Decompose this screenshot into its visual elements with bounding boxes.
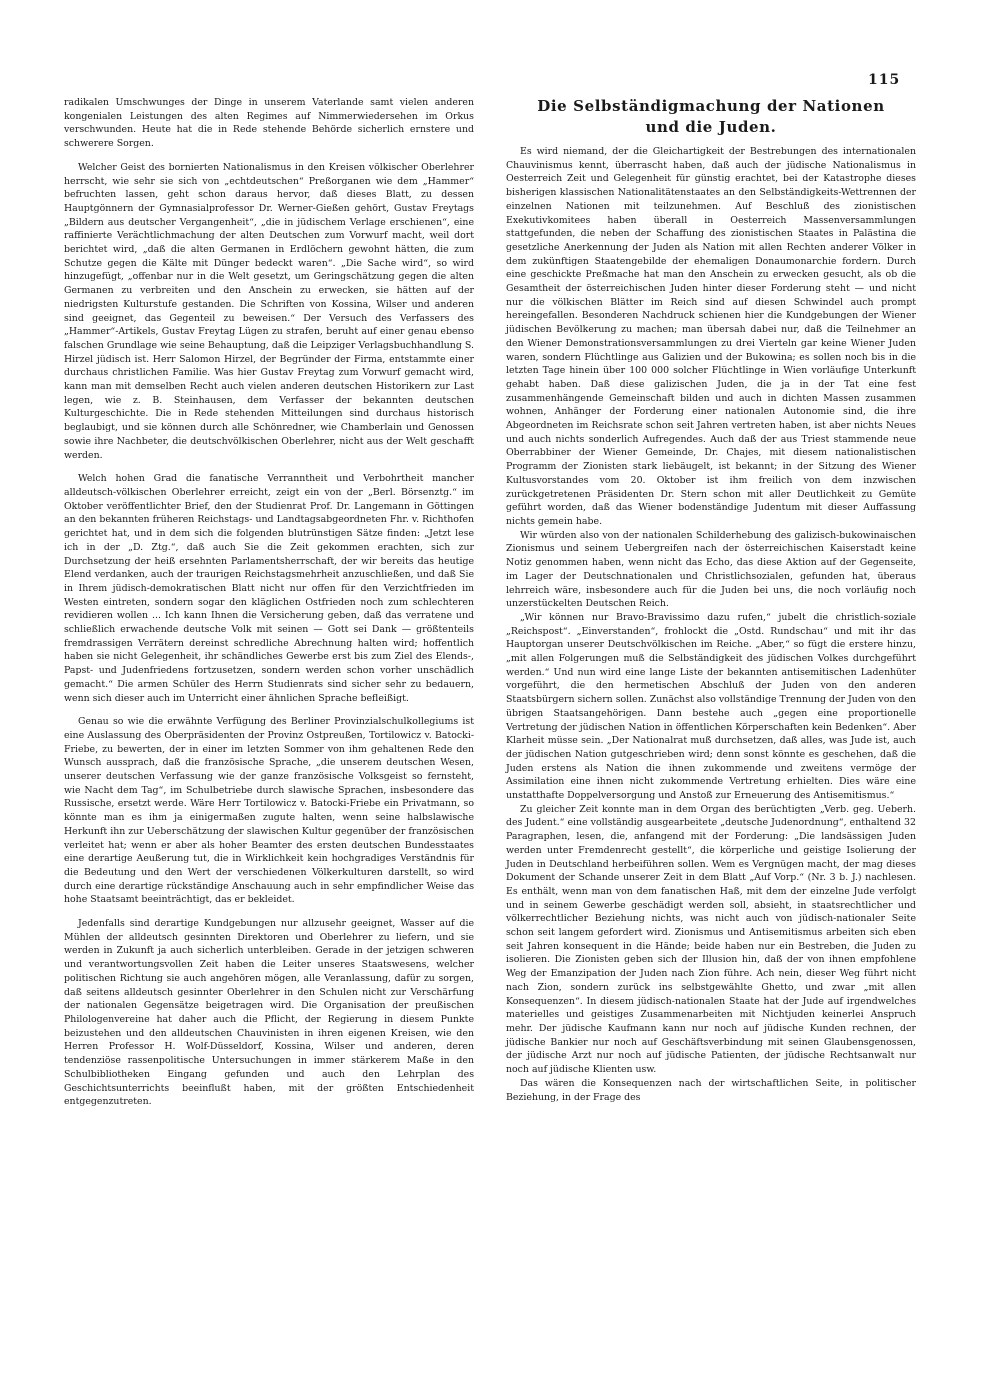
article-title-line: und die Juden. [645,118,777,136]
right-column [506,96,916,1104]
paragraph: Das wären die Konsequenzen nach der wirtschaftlichen Seite, in politischer Beziehung, in der Frage des [506,1077,916,1103]
paragraph: Welcher Geist des bornierten Nationalismus in den Kreisen völkischer Oberlehrer herrscht, wie sehr sie sich von „echtdeutschen“ Preßorganen wie dem „Hammer“ befruchten lassen, geht schon daraus hervor, daß dieses Blatt, zu dessen Hauptgönnern der Gymnasialprofessor Dr. Werner-Gießen gehört, Gustav Freytags „Bildern aus deutscher Vergangenheit“, „die in jüdischem Verlage erschienen“, eine raffinierte Verächtlichmachung der alten Deutschen zum Vorwurf macht, weil dort berichtet wird, „daß die alten Germanen in Erdlöchern gewohnt hätten, die zum Schutze gegen die Kälte mit Dünger bedeckt waren“. „Die Sache wird“, so wird hinzugefügt, „offenbar nur in die Welt gesetzt, um Geringschätzung gegen die alten Germanen zu verbreiten und den Anschein zu erwecken, sie hätten auf der niedrigsten Kulturstufe gestanden. Die Schriften von Kossina, Wilser und anderen sind geeignet, das Gegenteil zu beweisen.“ Der Versuch des Verfassers des „Hammer“-Artikels, Gustav Freytag Lügen zu strafen, beruht auf einer genau ebenso falschen Grundlage wie seine Behauptung, daß die Leipziger Verlagsbuchhandlung S. Hirzel jüdisch ist. Herr Salomon Hirzel, der Begründer der Firma, entstammte einer durchaus christlichen Familie. Was hier Gustav Freytag zum Vorwurf gemacht wird, kann man mit demselben Recht auch vielen anderen deutschen Historikern zur Last legen, wie z. B. Steinhausen, dem Verfasser der bekannten deutschen Kulturgeschichte. Die in Rede stehenden Mitteilungen sind durchaus historisch beglaubigt, und sie können durch alle Schönredner, wie Chamberlain und Genossen sowie ihre Nachbeter, die deutschvölkischen Oberlehrer, nicht aus der Welt geschafft werden. [64,161,474,461]
paragraph: „Wir können nur Bravo-Bravissimo dazu rufen,“ jubelt die christlich-soziale „Reichspost“. „Einverstanden“, frohlockt die „Ostd. Rundschau“ und mit ihr das Hauptorgan unserer Deutschvölkischen im Reiche. „Aber,“ so fügt die erstere hinzu, „mit allen Folgerungen muß die Selbständigkeit des jüdischen Volkes durchgeführt werden.“ Und nun wird eine lange Liste der bekannten antisemitischen Ladenhüter vorgeführt, die den hermetischen Abschluß der Juden von den anderen Staatsbürgern sichern sollen. Zunächst also vollständige Trennung der Juden von den übrigen Staatsangehörigen. Dann bestehe auch „gegen eine proportionelle Vertretung der jüdischen Nation in öffentlichen Körperschaften kein Bedenken“. Aber Klarheit müsse sein. „Der Nationalrat muß durchsetzen, daß alles, was Jude ist, auch der jüdischen Nation gutgeschrieben wird; denn sonst könnte es geschehen, daß die Juden erstens als Nation die ihnen zukommende und zweitens vermöge der Assimilation eine ihnen nicht zukommende Vertretung erhielten. Dies wäre eine unstatthafte Doppelversorgung und Anstoß zur Erneuerung des Antisemitismus.“ [506,611,916,802]
article-title-line: Die Selbständigmachung der Nationen [537,97,885,115]
page-number: 115 [868,72,901,88]
paragraph: Es wird niemand, der die Gleichartigkeit der Bestrebungen des internationalen Chauvinismus kennt, überrascht haben, daß auch der jüdische Nationalismus in Oesterreich Zeit und Gelegenheit für günstig erachtet, bei der Katastrophe dieses bisherigen klassischen Nationalitätenstaates an den Selbständigkeits-Wettrennen der einzelnen Nationen mit teilzunehmen. Auf Beschluß des zionistischen Exekutivkomitees haben überall in Oesterreich Massenversammlungen stattgefunden, die neben der Schaffung des zionistischen Staates in Palästina die gesetzliche Anerkennung der Juden als Nation mit allen Rechten anderer Völker in dem zukünftigen Staatengebilde der ehemaligen Donaumonarchie fordern. Durch eine geschickte Preßmache hat man den Anschein zu erwecken gesucht, als ob die Gesamtheit der österreichischen Juden hinter dieser Forderung steht — und nicht nur die völkischen Blätter im Reich sind auf diesen Schwindel auch prompt hereingefallen. Besonderen Nachdruck schienen hier die Kundgebungen der Wiener jüdischen Bevölkerung zu machen; man übersah dabei nur, daß die Teilnehmer an den Wiener Demonstrationsversammlungen zu drei Vierteln gar keine Wiener Juden waren, sondern Flüchtlinge aus Galizien und der Bukowina; es sollen noch bis in die letzten Tage hinein über 100 000 solcher Flüchtlinge in Wien vorläufige Unterkunft gehabt haben. Daß diese galizischen Juden, die ja in der Tat eine fest zusammenhängende Gemeinschaft bilden und auch in dichten Massen zusammen wohnen, Anhänger der Forderung einer nationalen Autonomie sind, die ihre Abgeordneten im Reichsrate schon seit Jahren vertreten haben, ist aber nichts Neues und auch nichts sonderlich Aufregendes. Auch daß der aus Triest stammende neue Oberrabbiner der Wiener Gemeinde, Dr. Chajes, mit diesem nationalistischen Programm der Zionisten stark liebäugelt, ist bekannt; in der Sitzung des Wiener Kultusvorstandes vom 20. Oktober ist ihm freilich von dem inzwischen zurückgetretenen Präsidenten Dr. Stern schon mit aller Deutlichkeit zu Gemüte geführt worden, daß das Wiener bodenständige Judentum mit dieser Auffassung nichts gemein habe. [506,146,916,527]
paragraph: Genau so wie die erwähnte Verfügung des Berliner Provinzialschulkollegiums ist eine Auslassung des Oberpräsidenten der Provinz Ostpreußen, Tortilowicz v. Batocki-Friebe, zu bewerten, der in einer im letzten Sommer von ihm gehaltenen Rede den Wunsch aussprach, daß die französische Sprache, „die unserem deutschen Wesen, unserer deutschen Verfassung wie der ganze französische Volksgeist so fernsteht, wie Nacht dem Tag“, im Schulbetriebe durch slawische Sprachen, insbesondere das Russische, ersetzt werde. Wäre Herr Tortilowicz v. Batocki-Friebe ein Privatmann, so könnte man es ihm ja einigermaßen zugute halten, wenn seine halbslawische Herkunft ihn zur Ueberschätzung der slawischen Kultur gegenüber der französischen verleitet hat; wenn er aber als hoher Beamter des ersten deutschen Bundesstaates eine derartige Aeußerung tut, die in Wirklichkeit kein hochgradiges Verständnis für die Bedeutung und den Wert der verschiedenen Völkerkulturen darstellt, so wird durch eine derartige rückständige Anschauung auch in sehr empfindlicher Weise das hohe Staatsamt beeinträchtigt, das er bekleidet. [64,716,474,906]
paragraph: Wir würden also von der nationalen Schilderhebung des galizisch-bukowinaischen Zionismus und seinem Uebergreifen nach der österreichischen Kaiserstadt keine Notiz genommen haben, wenn nicht das Echo, das diese Aktion auf der Gegenseite, im Lager der Deutschnationalen und Christlichsozialen, gefunden hat, überaus lehrreich wäre, insbesondere auch für die Juden bei uns, die noch vorläufig noch unzerstückelten Deutschen Reich. [506,529,916,610]
paragraph: radikalen Umschwunges der Dinge in unserem Vaterlande samt vielen anderen kongenialen Leistungen des alten Regimes auf Nimmerwiedersehen im Orkus verschwunden. Heute hat die in Rede stehende Behörde sicherlich ernstere und schwerere Sorgen. [64,97,474,150]
article-title [506,96,916,138]
paragraph: Welch hohen Grad die fanatische Verranntheit und Verbohrtheit mancher alldeutsch-völkischen Oberlehrer erreicht, zeigt ein von der „Berl. Börsenztg.“ im Oktober veröffentlichter Brief, den der Studienrat Prof. Dr. Langemann in Göttingen an den bekannten früheren Reichstags- und Landtagsabgeordneten Fhr. v. Richthofen gerichtet hat, und in dem sich die folgenden blutrünstigen Sätze finden: „Jetzt lese ich in der „D. Ztg.“, daß auch Sie die Zeit gekommen erachten, sich zur Durchsetzung der heiß ersehnten Parlamentsherrschaft, der wir bereits das heutige Elend verdanken, auch der traurigen Reichstagsmehrheit anzuschließen, und daß Sie in Ihrem jüdisch-demokratischen Blatt nicht nur offen für den Verzichtfrieden im Westen eintreten, sondern sogar den kläglichen Ostfrieden noch zum schlechteren revidieren wollen ... Ich kann Ihnen die Versicherung geben, daß das verratene und schließlich erwachende deutsche Volk mit seinen — Gott sei Dank — größtenteils fremdrassigen Verrätern dereinst schredliche Abrechnung halten wird; hoffentlich haben sie nicht Gelegenheit, ihr schändliches Gewerbe erst bis zum Ziel des Elends-, Papst- und Judenfriedens fortzusetzen, sondern werden schon vorher unschädlich gemacht.“ Die armen Schüler des Herrn Studienrats sind sicher sehr zu bedauern, wenn sich dieser auch im Unterricht einer ähnlichen Sprache befleißigt. [64,473,474,704]
paragraph: Zu gleicher Zeit konnte man in dem Organ des berüchtigten „Verb. geg. Ueberh. des Judent.“ eine vollständig ausgearbeitete „deutsche Judenordnung“, enthaltend 32 Paragraphen, lesen, die, anfangend mit der Forderung: „Die landsässigen Juden werden unter Fremdenrecht gestellt“, die körperliche und geistige Isolierung der Juden in Deutschland herbeiführen sollen. Wem es Vergnügen macht, der mag dieses Dokument der Schande unserer Zeit in dem Blatt „Auf Vorp.“ (Nr. 3 b. J.) nachlesen. Es enthält, wenn man von dem fanatischen Haß, mit dem der einzelne Jude verfolgt und in seinem Gewerbe geschädigt werden soll, absieht, in staatsrechtlicher und völkerrechtlicher Beziehung nichts, was nicht auch von jüdisch-nationaler Seite schon seit langem gefordert wird. Zionismus und Antisemitismus arbeiten sich eben seit Jahren konsequent in die Hände; beide haben nur ein Bestreben, die Juden zu isolieren. Die Zionisten geben sich der Illusion hin, daß der von ihnen empfohlene Weg der Emanzipation der Juden nach Zion führe. Ach nein, dieser Weg führt nicht nach Zion, sondern zurück ins selbstgewählte Ghetto, und zwar „mit allen Konsequenzen“. In diesem jüdisch-nationalen Staate hat der Jude auf irgendwelches materielles und geistiges Zusammenarbeiten mit Nichtjuden keinerlei Anspruch mehr. Der jüdische Kaufmann kann nur noch auf jüdische Kunden rechnen, der jüdische Bankier nur noch auf Geschäftsverbindung mit seinen Glaubensgenossen, der jüdische Arzt nur noch auf jüdische Patienten, der jüdische Rechtsanwalt nur noch auf jüdische Klienten usw. [506,803,916,1076]
left-column [64,96,474,1109]
paragraph: Jedenfalls sind derartige Kundgebungen nur allzusehr geeignet, Wasser auf die Mühlen der alldeutsch gesinnten Direktoren und Oberlehrer zu liefern, und sie werden in Zukunft ja auch sicherlich unterbleiben. Gerade in der jetzigen schweren und verantwortungsvollen Zeit haben die Leiter unseres Staatswesens, welcher politischen Richtung sie auch angehören mögen, alle Veranlassung, dafür zu sorgen, daß seitens alldeutsch gesinnter Oberlehrer in den Schulen nicht zur Verschärfung der nationalen Gegensätze beigetragen wird. Die Organisation der preußischen Philologenvereine hat daher auch die Pflicht, der Regierung in diesem Punkte beizustehen und den alldeutschen Chauvinisten in ihren eigenen Kreisen, wie den Herren Professor H. Wolf-Düsseldorf, Kossina, Wilser und anderen, deren tendenziöse rassenpolitische Untersuchungen in immer stärkerem Maße in den Schulbibliotheken Eingang gefunden und auch den Lehrplan des Geschichtsunterrichts beeinflußt haben, mit der größten Entschiedenheit entgegenzutreten. [64,918,474,1108]
